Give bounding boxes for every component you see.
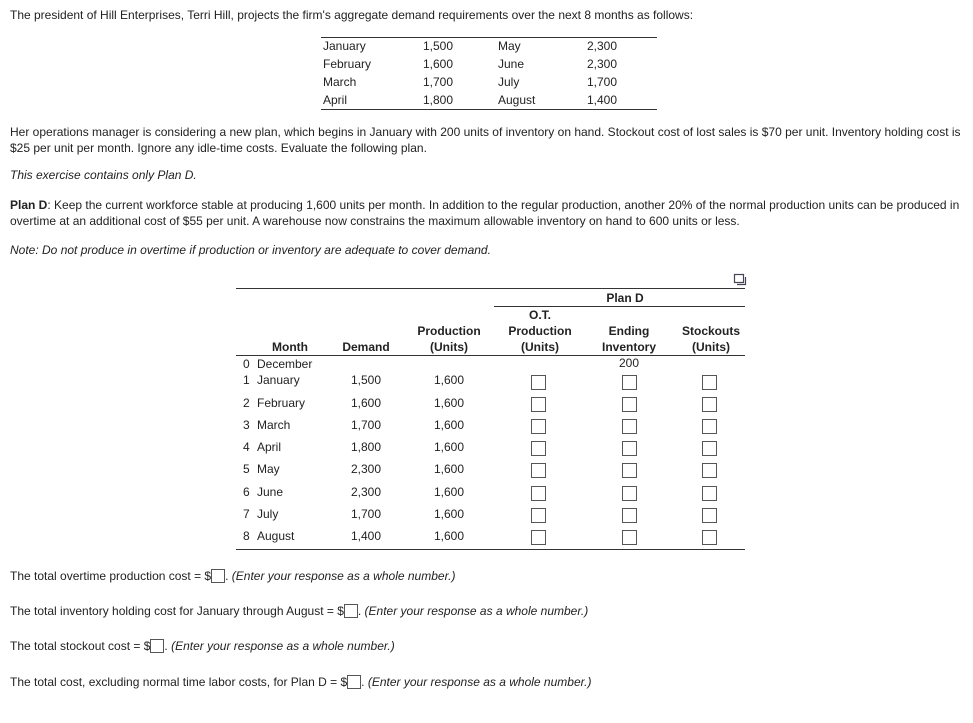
row-demand: 1,700 [350,418,381,432]
demand-month: May [498,39,521,53]
ending-inventory-input[interactable] [622,419,637,434]
row-production: 1,600 [433,485,464,499]
demand-month: August [498,93,536,107]
stockouts-input[interactable] [702,419,717,434]
header-stockouts-line: (Units) [692,340,730,354]
header-ot-line: (Units) [521,340,559,354]
question-label: The total cost, excluding normal time labor costs, for Plan D = $ [10,675,348,689]
header-demand: Demand [342,340,390,354]
question-label: The total inventory holding cost for January through August = $ [10,604,344,618]
total-cost-input[interactable] [347,675,361,689]
demand-value: 2,300 [586,39,617,53]
start-row-num: 0 [243,357,250,371]
ending-inventory-input[interactable] [622,375,637,390]
row-demand: 1,600 [350,396,381,410]
question-holding-cost: The total inventory holding cost for January through August = $ . (Enter your response as a whole number.) [10,604,589,618]
row-production: 1,600 [433,373,464,387]
stockouts-input[interactable] [702,486,717,501]
ot-production-input[interactable] [531,375,546,390]
header-stockouts-line: Stockouts [681,324,740,338]
ot-production-input[interactable] [531,441,546,456]
header-ending-inventory [586,323,672,355]
demand-table-bottom-rule [321,109,657,110]
row-month: January [257,373,300,387]
header-production [405,323,493,355]
ending-inventory-input[interactable] [622,463,637,478]
plan-description [10,197,968,229]
row-num: 2 [243,396,250,410]
question-stockout-cost: The total stockout cost = $ . (Enter your response as a whole number.) [10,639,395,653]
ot-production-input[interactable] [531,530,546,545]
row-month: April [257,440,282,454]
question-hint: (Enter your response as a whole number.) [171,639,395,653]
header-production-line: (Units) [430,340,468,354]
header-production-line: Production [417,324,481,338]
ending-inventory-input[interactable] [622,441,637,456]
row-num: 1 [243,373,250,387]
demand-month: February [323,57,372,71]
demand-value: 1,400 [586,93,617,107]
demand-month: June [498,57,525,71]
intro-text: The president of Hill Enterprises, Terri Hill, projects the firm's aggregate demand requirements over the next 8 months as follows: [10,8,694,22]
stockouts-input[interactable] [702,397,717,412]
demand-value: 1,800 [422,93,453,107]
row-month: August [257,529,295,543]
row-demand: 1,500 [350,373,381,387]
demand-value: 1,700 [586,75,617,89]
stockouts-input[interactable] [702,441,717,456]
demand-month: March [323,75,357,89]
row-num: 4 [243,440,250,454]
question-hint: (Enter your response as a whole number.) [364,604,589,618]
demand-month: July [498,75,520,89]
header-ot-production [496,307,584,355]
demand-value: 1,600 [422,57,453,71]
question-hint: (Enter your response as a whole number.) [367,675,592,689]
row-production: 1,600 [433,440,464,454]
header-ending-line: Inventory [601,340,656,354]
paragraph-operations: Her operations manager is considering a new plan, which begins in January with 200 units of inventory on hand. Stockout cost of lost sales is $70 per unit. Inventory holding cost is $25 per unit per month. Ignore any idle-time costs. Evaluate the following plan. [10,125,961,155]
row-num: 5 [243,462,250,476]
row-production: 1,600 [433,529,464,543]
row-num: 3 [243,418,250,432]
stockouts-input[interactable] [702,530,717,545]
ot-production-input[interactable] [531,486,546,501]
stockouts-input[interactable] [702,463,717,478]
row-production: 1,600 [433,462,464,476]
ending-inventory-input[interactable] [622,530,637,545]
row-month: March [257,418,291,432]
row-demand: 2,300 [350,485,381,499]
row-month: February [257,396,306,410]
demand-month: January [323,39,366,53]
header-ending-line: Ending [608,324,650,338]
header-ot-line: O.T. [528,308,551,322]
row-production: 1,600 [433,418,464,432]
ot-production-input[interactable] [531,397,546,412]
question-label: The total stockout cost = $ [10,639,151,653]
row-num: 6 [243,485,250,499]
note-text: Note: Do not produce in overtime if production or inventory are adequate to cover demand. [10,243,491,257]
start-row-month: December [257,357,313,371]
header-stockouts [672,323,750,355]
table-bottom-rule [236,549,745,550]
ot-production-input[interactable] [531,463,546,478]
demand-value: 1,500 [422,39,453,53]
demand-month: April [323,93,348,107]
contains-note: This exercise contains only Plan D. [10,168,197,182]
plan-table-title: Plan D [606,291,644,305]
plan-label: Plan D [10,198,48,212]
ending-inventory-input[interactable] [622,397,637,412]
table-top-rule [236,288,745,289]
row-month: May [257,462,280,476]
overtime-cost-input[interactable] [211,569,225,583]
stockouts-input[interactable] [702,375,717,390]
row-demand: 1,400 [350,529,381,543]
question-label: The total overtime production cost = $ [10,569,212,583]
row-demand: 2,300 [350,462,381,476]
row-num: 7 [243,507,250,521]
ot-production-input[interactable] [531,419,546,434]
row-month: July [257,507,279,521]
plan-text: : Keep the current workforce stable at producing 1,600 units per month. In addition to the regular production, another 20% of the normal production units can be produced in overtime at an additional cost of $55 per unit. A warehouse now constrains the maximum allowable inventory on hand to 600 units or less. [10,198,960,228]
row-num: 8 [243,529,250,543]
holding-cost-input[interactable] [344,604,358,618]
question-total-cost: The total cost, excluding normal time labor costs, for Plan D = $ . (Enter your response as a whole number.) [10,675,592,689]
row-production: 1,600 [433,396,464,410]
question-overtime-cost: The total overtime production cost = $ . (Enter your response as a whole number.) [10,569,456,583]
question-hint: (Enter your response as a whole number.) [231,569,456,583]
stockouts-input[interactable] [702,508,717,523]
demand-value: 2,300 [586,57,617,71]
row-production: 1,600 [433,507,464,521]
row-demand: 1,800 [350,440,381,454]
demand-value: 1,700 [422,75,453,89]
ending-inventory-input[interactable] [622,486,637,501]
header-month: Month [272,340,308,354]
row-month: June [257,485,284,499]
start-row-ending-inventory: 200 [618,356,640,370]
ending-inventory-input[interactable] [622,508,637,523]
ot-production-input[interactable] [531,508,546,523]
copy-icon[interactable] [733,272,747,286]
header-ot-line: Production [508,324,572,338]
stockout-cost-input[interactable] [150,639,164,653]
row-demand: 1,700 [350,507,381,521]
